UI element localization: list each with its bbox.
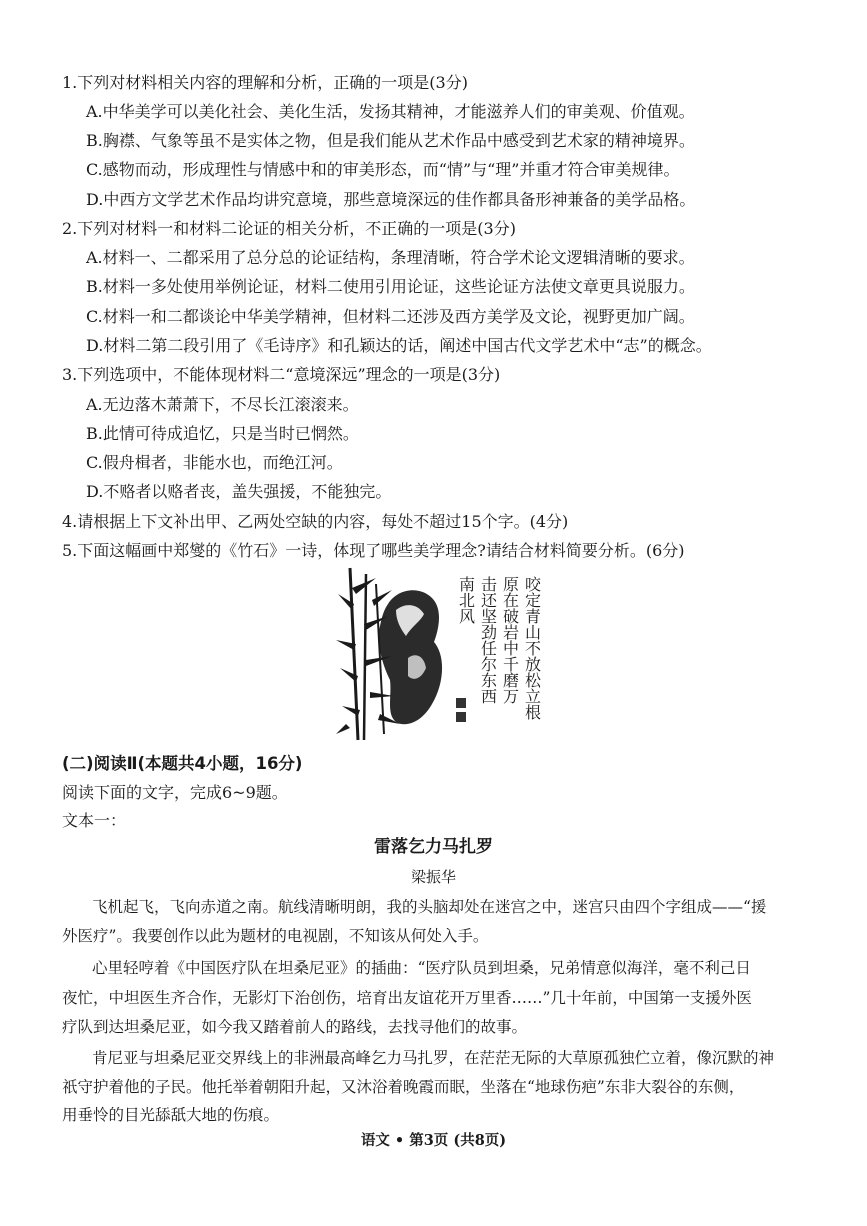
question-2-option-c: C.材料一和二都谈论中华美学精神，但材料二还涉及西方美学及文论，视野更加广阔。 [86,307,695,326]
article-line: 心里轻哼着《中国医疗队在坦桑尼亚》的插曲：“医疗队员到坦桑，兄弟情意似海洋，毫不利己日 [92,959,751,977]
question-2-option-a: A.材料一、二都采用了总分总的论证结构，条理清晰，符合学术论文逻辑清晰的要求。 [86,248,695,267]
article-line: 肯尼亚与坦桑尼亚交界线上的非洲最高峰乞力马扎罗，在茫茫无际的大草原孤独伫立着，像沉默的神 [92,1049,775,1067]
question-2-option-b: B.材料一多处使用举例论证，材料二使用引用论证，这些论证方法使文章更具说服力。 [86,277,695,296]
question-1-option-a: A.中华美学可以美化社会、美化生活，发扬其精神，才能滋养人们的审美观、价值观。 [86,102,695,121]
calligraphy-column-4: 南北风 [456,576,476,624]
question-5-stem: 5.下面这幅画中郑燮的《竹石》一诗，体现了哪些美学理念?请结合材料简要分析。(6分) [62,541,685,560]
article-line: 夜忙，中坦医生齐合作，无影灯下治创伤，培育出友谊花开万里香……”几十年前，中国第一支援外医 [62,989,752,1007]
question-3-option-b: B.此情可待成追忆，只是当时已惘然。 [86,424,359,443]
article-title: 雷落乞力马扎罗 [374,837,493,857]
question-3-option-c: C.假舟楫者，非能水也，而绝江河。 [86,453,343,472]
calligraphy-column-3: 击还坚劲任尔东西 [478,576,498,704]
question-1-stem: 1.下列对材料相关内容的理解和分析，正确的一项是(3分) [62,73,468,92]
question-1-option-b: B.胸襟、气象等虽不是实体之物，但是我们能从艺术作品中感受到艺术家的精神境界。 [86,131,695,150]
question-1-option-c: C.感物而动，形成理性与情感中和的审美形态，而“情”与“理”并重才符合审美规律。 [86,160,680,179]
article-line: 用垂怜的目光舔舐大地的伤痕。 [62,1106,280,1124]
article-line: 飞机起飞，飞向赤道之南。航线清晰明朗，我的头脑却处在迷宫之中，迷宫只由四个字组成——“援 [92,898,767,916]
section-heading: (二)阅读Ⅱ(本题共4小题，16分) [62,754,303,773]
question-3-option-a: A.无边落木萧萧下，不尽长江滚滚来。 [86,395,359,414]
article-author: 梁振华 [410,868,456,886]
question-2-option-d: D.材料二第二段引用了《毛诗序》和孔颖达的话，阐述中国古代文学艺术中“志”的概念。 [86,336,712,355]
article-line: 祇守护着他的子民。他托举着朝阳升起，又沐浴着晚霞而眠，坐落在“地球伤疤”东非大裂谷的东侧， [62,1078,745,1096]
article-line: 疗队到达坦桑尼亚，如今我又踏着前人的路线，去找寻他们的故事。 [62,1018,528,1036]
page-footer: 语文 • 第3页 (共8页) [360,1132,507,1149]
bamboo-rock-painting [336,564,550,744]
calligraphy-column-2: 原在破岩中千磨万 [500,576,520,704]
section-instruction: 阅读下面的文字，完成6~9题。 [62,783,288,802]
question-2-stem: 2.下列对材料一和材料二论证的相关分析，不正确的一项是(3分) [62,219,516,238]
question-3-stem: 3.下列选项中，不能体现材料二“意境深远”理念的一项是(3分) [62,365,501,384]
text-label: 文本一： [62,811,127,830]
calligraphy-column-1: 咬定青山不放松立根 [522,576,542,720]
question-1-option-d: D.中西方文学艺术作品均讲究意境，那些意境深远的佳作都具备形神兼备的美学品格。 [86,190,696,209]
question-4-stem: 4.请根据上下文补出甲、乙两处空缺的内容，每处不超过15个字。(4分) [62,512,569,531]
question-3-option-d: D.不赂者以赂者丧，盖失强援，不能独完。 [86,482,392,501]
article-line: 外医疗”。我要创作以此为题材的电视剧，不知该从何处入手。 [62,927,489,945]
